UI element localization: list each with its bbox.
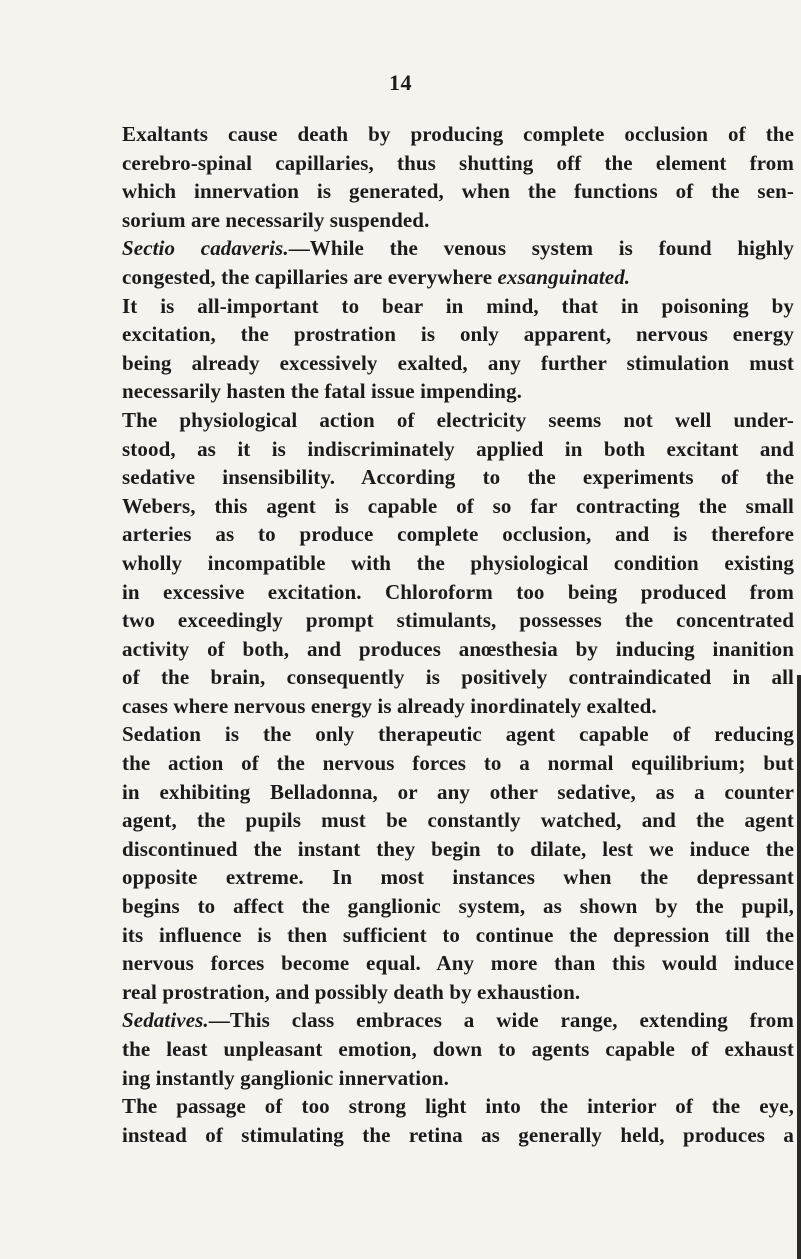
text-line: Sedatives.—This class embraces a wide range, extending from <box>122 1008 794 1033</box>
text-line: The passage of too strong light into the interior of the eye, <box>122 1094 794 1119</box>
text-line: activity of both, and produces anœsthesia by inducing inanition <box>122 636 794 661</box>
text-line: wholly incompatible with the physiological condition existing <box>122 550 794 575</box>
text-line: instead of stimulating the retina as generally held, produces a <box>122 1122 794 1147</box>
text-line: It is all-important to bear in mind, that in poisoning by <box>122 293 794 318</box>
text-line: in exhibiting Belladonna, or any other sedative, as a counter <box>122 779 794 804</box>
text-line: Exaltants cause death by producing complete occlusion of the <box>122 122 794 146</box>
text-line: cases where nervous energy is already inordinately exalted. <box>122 693 657 718</box>
text-line: real prostration, and possibly death by exhaustion. <box>122 979 581 1004</box>
text-line: cerebro-spinal capillaries, thus shutting off the element from <box>122 150 794 175</box>
text-line: necessarily hasten the fatal issue impending. <box>122 379 523 404</box>
text-line: Sectio cadaveris.—While the venous system is found highly <box>122 236 794 261</box>
text-line: Webers, this agent is capable of so far contracting the small <box>122 493 794 518</box>
text-line: Sedation is the only therapeutic agent capable of reducing <box>122 722 794 747</box>
text-line: the least unpleasant emotion, down to agents capable of exhaust <box>122 1037 794 1061</box>
text-line: being already excessively exalted, any further stimulation must <box>122 350 794 375</box>
text-line: opposite extreme. In most instances when the depressant <box>122 865 794 890</box>
text-line: excitation, the prostration is only apparent, nervous energy <box>122 322 794 347</box>
text-line: which innervation is generated, when the functions of the sen- <box>122 179 794 204</box>
page-number: 14 <box>389 70 412 95</box>
text-line: nervous forces become equal. Any more than this would induce <box>122 951 794 976</box>
text-line: congested, the capillaries are everywhere exsanguinated. <box>122 264 631 289</box>
italic-text: Sectio cadaveris. <box>122 236 289 261</box>
text-line: in excessive excitation. Chloroform too being produced from <box>122 579 794 604</box>
italic-text: Sedatives. <box>122 1008 209 1033</box>
text-line: agent, the pupils must be constantly watched, and the agent <box>122 808 794 833</box>
text-line: begins to affect the ganglionic system, as shown by the pupil, <box>122 894 794 919</box>
text-line: its influence is then sufficient to continue the depression till the <box>122 922 794 947</box>
text-line: sedative insensibility. According to the experiments of the <box>122 465 794 490</box>
text-line: of the brain, consequently is positively contraindicated in all <box>122 665 794 690</box>
text-line: discontinued the instant they begin to dilate, lest we induce the <box>122 836 794 861</box>
italic-text: exsanguinated. <box>497 264 631 289</box>
text-line: The physiological action of electricity seems not well under- <box>122 407 794 432</box>
text-line: two exceedingly prompt stimulants, possesses the concentrated <box>122 608 794 633</box>
text-line: the action of the nervous forces to a normal equilibrium; but <box>122 751 794 776</box>
text-line: sorium are necessarily suspended. <box>122 207 430 232</box>
text-line: arteries as to produce complete occlusion, and is therefore <box>122 522 794 547</box>
text-line: stood, as it is indiscriminately applied in both excitant and <box>122 436 794 461</box>
text-line: ing instantly ganglionic innervation. <box>122 1065 449 1090</box>
body-text <box>122 120 794 1149</box>
page-edge-shadow <box>797 675 801 1259</box>
